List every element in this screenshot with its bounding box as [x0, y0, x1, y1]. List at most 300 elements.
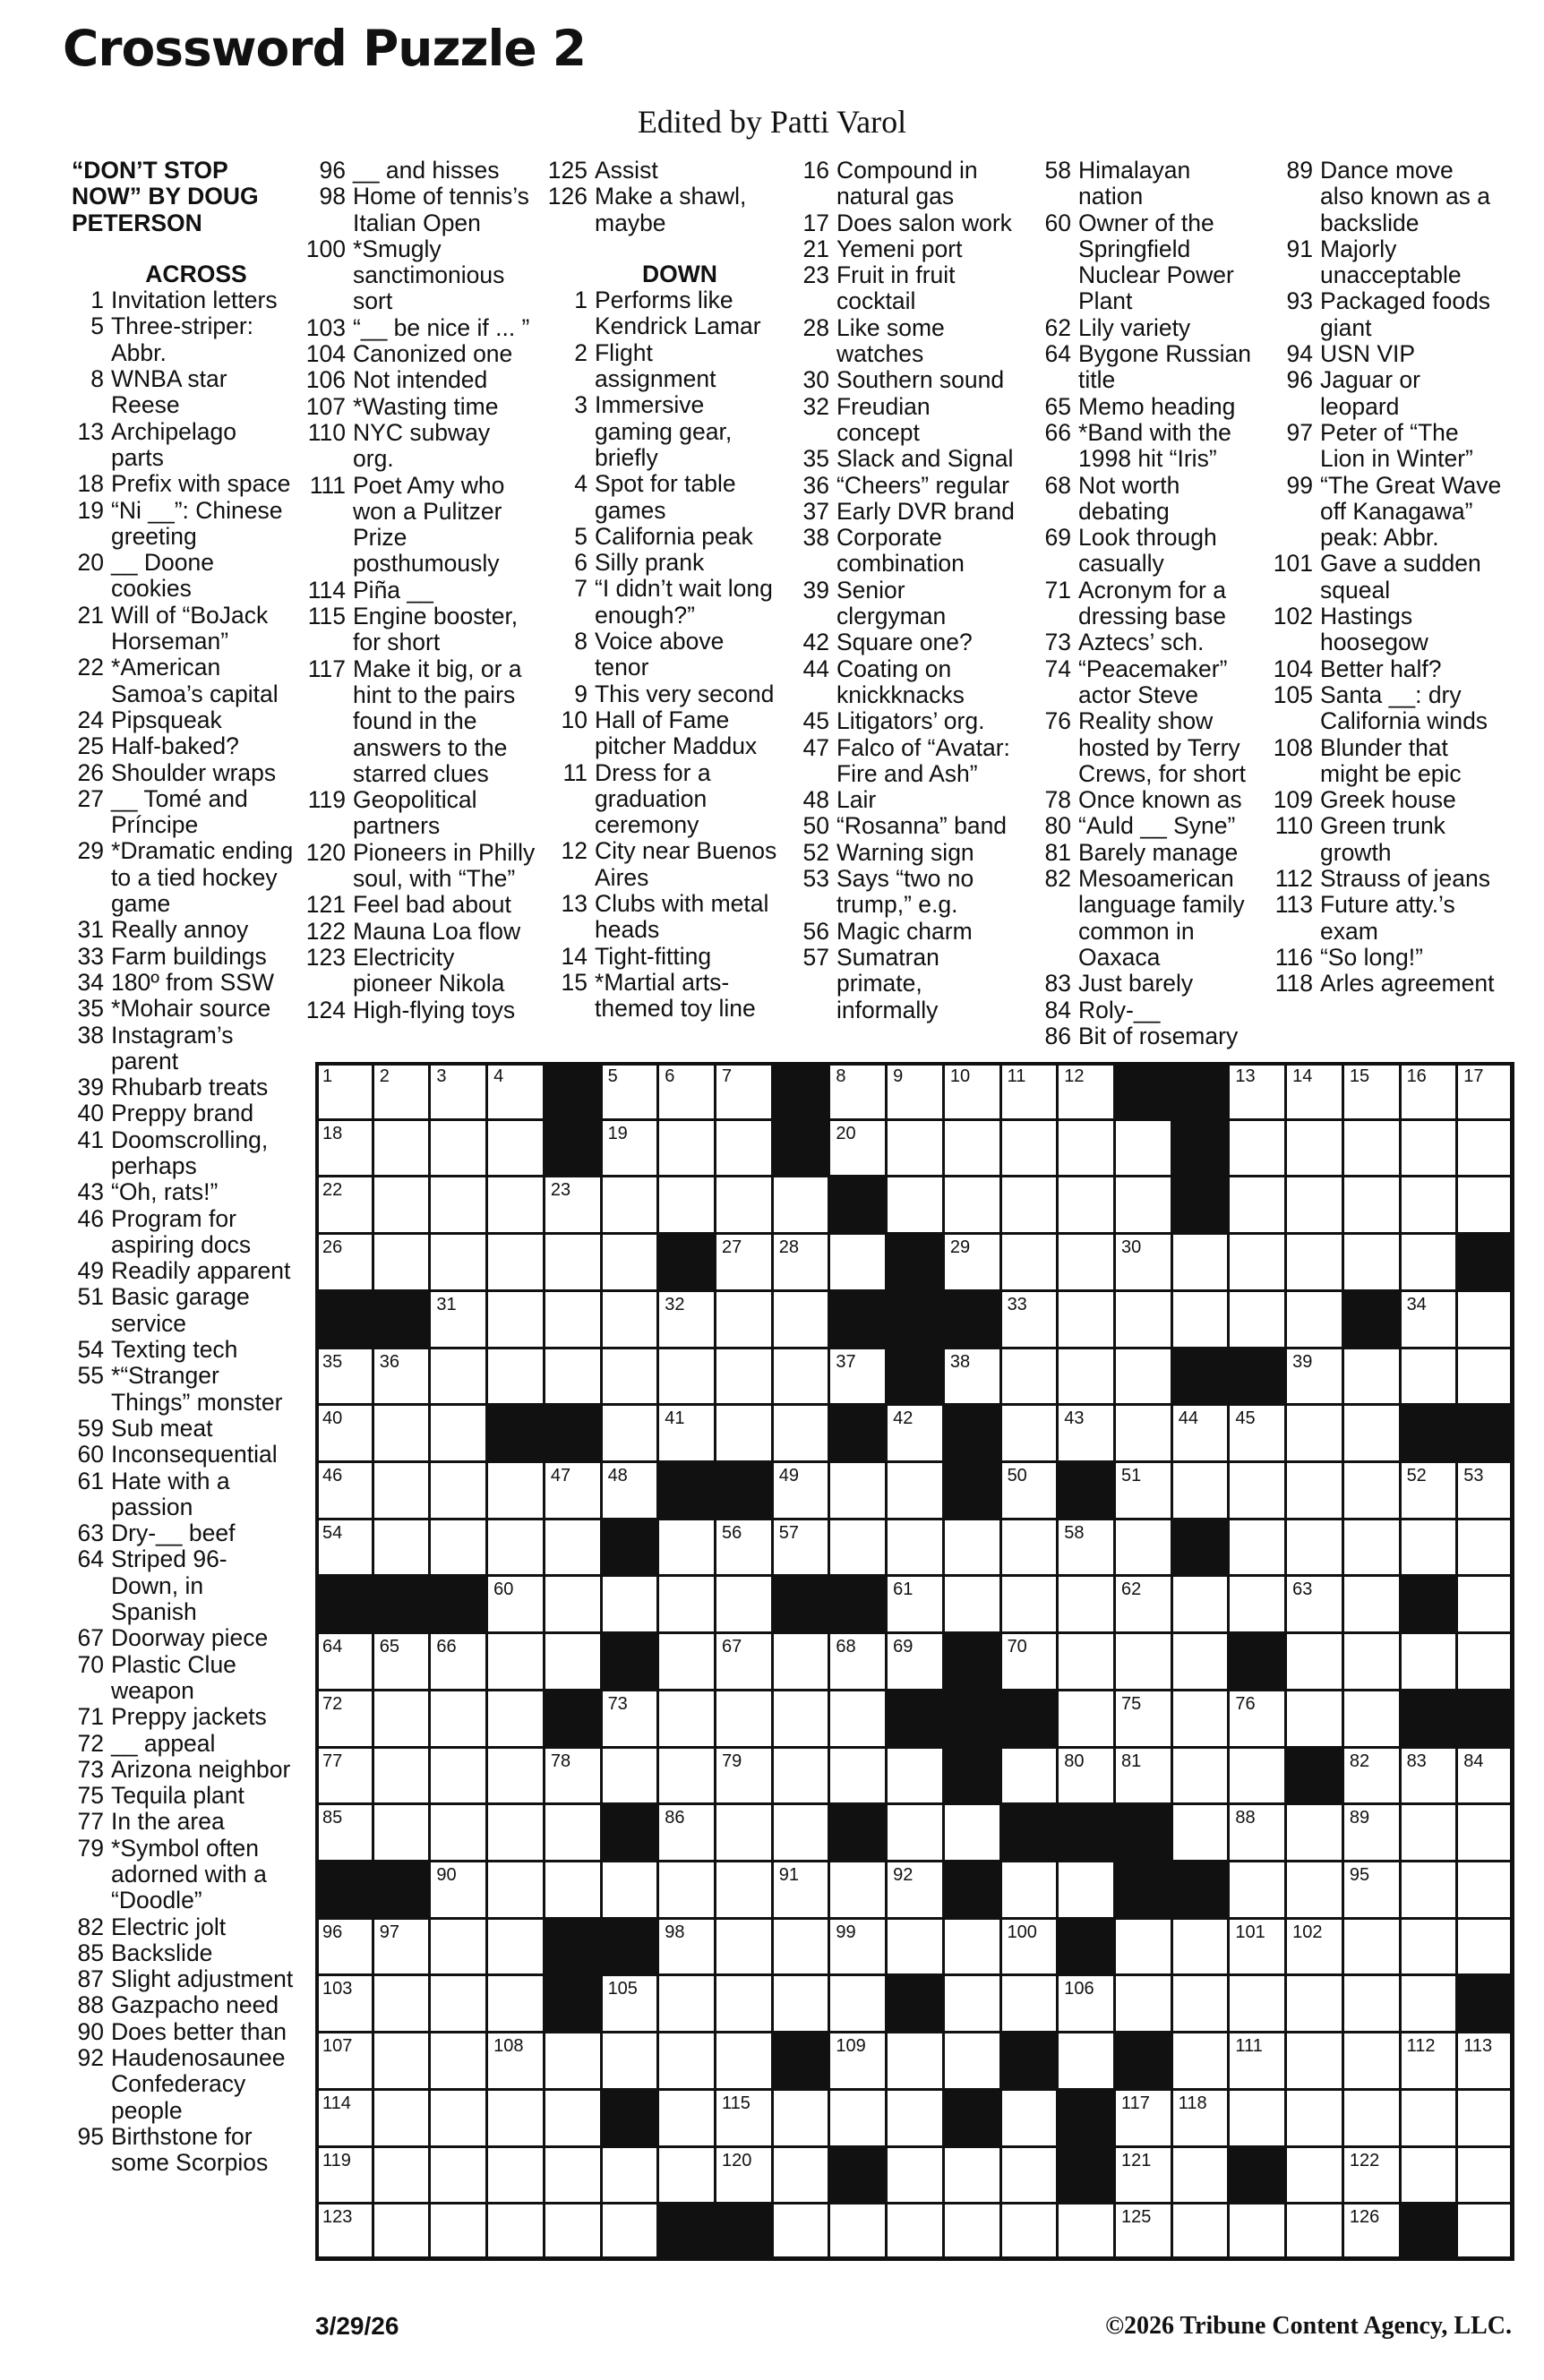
- grid-cell[interactable]: [772, 1803, 830, 1862]
- grid-cell[interactable]: [486, 1974, 545, 2033]
- grid-cell[interactable]: [886, 1747, 944, 1805]
- grid-cell[interactable]: [315, 2032, 373, 2090]
- grid-cell[interactable]: [1285, 1918, 1343, 1976]
- grid-cell[interactable]: [601, 2146, 659, 2204]
- grid-cell[interactable]: [1171, 1974, 1230, 2033]
- grid-cell[interactable]: [886, 1062, 944, 1120]
- grid-cell[interactable]: [657, 1747, 716, 1805]
- grid-cell[interactable]: [772, 2146, 830, 2204]
- grid-cell[interactable]: [601, 1404, 659, 1462]
- grid-cell[interactable]: [373, 1747, 431, 1805]
- grid-cell[interactable]: [772, 1404, 830, 1462]
- grid-cell[interactable]: [943, 1974, 1001, 2033]
- grid-cell[interactable]: [1228, 1974, 1286, 2033]
- grid-cell[interactable]: [1285, 1519, 1343, 1577]
- grid-cell[interactable]: [1285, 1461, 1343, 1520]
- grid-cell[interactable]: [486, 2089, 545, 2147]
- grid-cell[interactable]: [886, 2203, 944, 2261]
- grid-cell[interactable]: [429, 1176, 487, 1234]
- grid-cell[interactable]: [1057, 1119, 1115, 1177]
- grid-cell[interactable]: [1285, 2146, 1343, 2204]
- grid-cell[interactable]: [715, 1233, 773, 1291]
- grid-cell[interactable]: [943, 1062, 1001, 1120]
- grid-cell[interactable]: [1285, 2032, 1343, 2090]
- grid-cell[interactable]: [1285, 1690, 1343, 1748]
- grid-cell[interactable]: [1228, 1918, 1286, 1976]
- grid-cell[interactable]: [429, 1861, 487, 1919]
- grid-cell[interactable]: [373, 1062, 431, 1120]
- grid-cell[interactable]: [544, 1519, 602, 1577]
- grid-cell[interactable]: [315, 2146, 373, 2204]
- grid-cell[interactable]: [373, 1404, 431, 1462]
- grid-cell[interactable]: [715, 1404, 773, 1462]
- grid-cell[interactable]: [715, 1632, 773, 1691]
- grid-cell[interactable]: [373, 1632, 431, 1691]
- grid-cell[interactable]: [601, 1974, 659, 2033]
- grid-cell[interactable]: [429, 1233, 487, 1291]
- grid-cell[interactable]: [544, 1803, 602, 1862]
- grid-cell[interactable]: [1342, 1461, 1401, 1520]
- grid-cell[interactable]: [772, 1290, 830, 1348]
- grid-cell[interactable]: [715, 1176, 773, 1234]
- grid-cell[interactable]: [601, 1176, 659, 1234]
- grid-cell[interactable]: [772, 1974, 830, 2033]
- grid-cell[interactable]: [1285, 1119, 1343, 1177]
- grid-cell[interactable]: [429, 1519, 487, 1577]
- grid-cell[interactable]: [544, 1348, 602, 1406]
- grid-cell[interactable]: [486, 2203, 545, 2261]
- grid-cell[interactable]: [544, 2203, 602, 2261]
- grid-cell[interactable]: [1000, 1974, 1059, 2033]
- grid-cell[interactable]: [1228, 1233, 1286, 1291]
- grid-cell[interactable]: [1400, 1803, 1458, 1862]
- grid-cell[interactable]: [1456, 1747, 1514, 1805]
- grid-cell[interactable]: [601, 1861, 659, 1919]
- grid-cell[interactable]: [1171, 1690, 1230, 1748]
- grid-cell[interactable]: [657, 1575, 716, 1633]
- grid-cell[interactable]: [1285, 1575, 1343, 1633]
- grid-cell[interactable]: [715, 2146, 773, 2204]
- grid-cell[interactable]: [657, 1690, 716, 1748]
- grid-cell[interactable]: [715, 1575, 773, 1633]
- grid-cell[interactable]: [1400, 1062, 1458, 1120]
- grid-cell[interactable]: [715, 1918, 773, 1976]
- grid-cell[interactable]: [544, 1461, 602, 1520]
- grid-cell[interactable]: [1228, 1404, 1286, 1462]
- grid-cell[interactable]: [1171, 1575, 1230, 1633]
- grid-cell[interactable]: [429, 1803, 487, 1862]
- grid-cell[interactable]: [1228, 2203, 1286, 2261]
- grid-cell[interactable]: [486, 2032, 545, 2090]
- grid-cell[interactable]: [1000, 1062, 1059, 1120]
- grid-cell[interactable]: [1114, 1747, 1172, 1805]
- grid-cell[interactable]: [657, 2146, 716, 2204]
- grid-cell[interactable]: [1342, 1176, 1401, 1234]
- grid-cell[interactable]: [1342, 1348, 1401, 1406]
- grid-cell[interactable]: [886, 1632, 944, 1691]
- grid-cell[interactable]: [715, 1861, 773, 1919]
- grid-cell[interactable]: [1342, 1974, 1401, 2033]
- grid-cell[interactable]: [1400, 1918, 1458, 1976]
- grid-cell[interactable]: [1400, 1348, 1458, 1406]
- grid-cell[interactable]: [1000, 1290, 1059, 1348]
- grid-cell[interactable]: [886, 1803, 944, 1862]
- grid-cell[interactable]: [1171, 1747, 1230, 1805]
- grid-cell[interactable]: [1285, 1632, 1343, 1691]
- grid-cell[interactable]: [657, 2032, 716, 2090]
- grid-cell[interactable]: [1171, 2203, 1230, 2261]
- grid-cell[interactable]: [1171, 1803, 1230, 1862]
- grid-cell[interactable]: [486, 2146, 545, 2204]
- grid-cell[interactable]: [1228, 1690, 1286, 1748]
- grid-cell[interactable]: [1000, 1348, 1059, 1406]
- grid-cell[interactable]: [715, 1974, 773, 2033]
- grid-cell[interactable]: [943, 1176, 1001, 1234]
- grid-cell[interactable]: [1228, 1290, 1286, 1348]
- grid-cell[interactable]: [772, 2203, 830, 2261]
- grid-cell[interactable]: [601, 1575, 659, 1633]
- grid-cell[interactable]: [1114, 1918, 1172, 1976]
- grid-cell[interactable]: [715, 1803, 773, 1862]
- grid-cell[interactable]: [1057, 1690, 1115, 1748]
- grid-cell[interactable]: [1456, 1348, 1514, 1406]
- grid-cell[interactable]: [315, 1974, 373, 2033]
- grid-cell[interactable]: [1114, 1404, 1172, 1462]
- grid-cell[interactable]: [1456, 1632, 1514, 1691]
- grid-cell[interactable]: [943, 1233, 1001, 1291]
- grid-cell[interactable]: [828, 1918, 887, 1976]
- grid-cell[interactable]: [601, 1233, 659, 1291]
- grid-cell[interactable]: [429, 1348, 487, 1406]
- grid-cell[interactable]: [1285, 1861, 1343, 1919]
- grid-cell[interactable]: [1400, 1632, 1458, 1691]
- grid-cell[interactable]: [1171, 1461, 1230, 1520]
- grid-cell[interactable]: [1456, 2146, 1514, 2204]
- grid-cell[interactable]: [657, 1632, 716, 1691]
- grid-cell[interactable]: [601, 1348, 659, 1406]
- grid-cell[interactable]: [1228, 1176, 1286, 1234]
- grid-cell[interactable]: [429, 1290, 487, 1348]
- grid-cell[interactable]: [429, 1404, 487, 1462]
- grid-cell[interactable]: [544, 1632, 602, 1691]
- grid-cell[interactable]: [373, 2146, 431, 2204]
- grid-cell[interactable]: [1400, 1861, 1458, 1919]
- grid-cell[interactable]: [1000, 2203, 1059, 2261]
- grid-cell[interactable]: [1000, 1632, 1059, 1691]
- grid-cell[interactable]: [1400, 1119, 1458, 1177]
- grid-cell[interactable]: [544, 1176, 602, 1234]
- grid-cell[interactable]: [657, 1861, 716, 1919]
- grid-cell[interactable]: [1057, 1974, 1115, 2033]
- grid-cell[interactable]: [1114, 2089, 1172, 2147]
- grid-cell[interactable]: [1285, 1290, 1343, 1348]
- grid-cell[interactable]: [828, 2032, 887, 2090]
- grid-cell[interactable]: [657, 2089, 716, 2147]
- grid-cell[interactable]: [886, 2089, 944, 2147]
- grid-cell[interactable]: [1000, 1861, 1059, 1919]
- grid-cell[interactable]: [1342, 1632, 1401, 1691]
- grid-cell[interactable]: [1456, 1062, 1514, 1120]
- grid-cell[interactable]: [486, 1290, 545, 1348]
- grid-cell[interactable]: [1228, 1119, 1286, 1177]
- grid-cell[interactable]: [1057, 1348, 1115, 1406]
- grid-cell[interactable]: [1342, 1233, 1401, 1291]
- grid-cell[interactable]: [657, 1119, 716, 1177]
- grid-cell[interactable]: [1342, 2032, 1401, 2090]
- grid-cell[interactable]: [1228, 2032, 1286, 2090]
- grid-cell[interactable]: [657, 1803, 716, 1862]
- grid-cell[interactable]: [1000, 1519, 1059, 1577]
- grid-cell[interactable]: [886, 1176, 944, 1234]
- grid-cell[interactable]: [886, 1519, 944, 1577]
- grid-cell[interactable]: [1171, 1632, 1230, 1691]
- grid-cell[interactable]: [1000, 1461, 1059, 1520]
- grid-cell[interactable]: [657, 1348, 716, 1406]
- grid-cell[interactable]: [1456, 2089, 1514, 2147]
- grid-cell[interactable]: [1114, 1119, 1172, 1177]
- grid-cell[interactable]: [1000, 1575, 1059, 1633]
- grid-cell[interactable]: [828, 1461, 887, 1520]
- grid-cell[interactable]: [1171, 2032, 1230, 2090]
- grid-cell[interactable]: [1456, 1119, 1514, 1177]
- grid-cell[interactable]: [1456, 2032, 1514, 2090]
- grid-cell[interactable]: [828, 1062, 887, 1120]
- grid-cell[interactable]: [315, 1233, 373, 1291]
- grid-cell[interactable]: [1114, 2146, 1172, 2204]
- grid-cell[interactable]: [828, 1519, 887, 1577]
- grid-cell[interactable]: [1342, 1062, 1401, 1120]
- grid-cell[interactable]: [772, 1176, 830, 1234]
- grid-cell[interactable]: [1000, 1176, 1059, 1234]
- grid-cell[interactable]: [1456, 1575, 1514, 1633]
- grid-cell[interactable]: [715, 2032, 773, 2090]
- grid-cell[interactable]: [715, 1690, 773, 1748]
- grid-cell[interactable]: [544, 2089, 602, 2147]
- grid-cell[interactable]: [1114, 1461, 1172, 1520]
- grid-cell[interactable]: [1228, 1575, 1286, 1633]
- grid-cell[interactable]: [943, 2146, 1001, 2204]
- grid-cell[interactable]: [1114, 2203, 1172, 2261]
- grid-cell[interactable]: [373, 2089, 431, 2147]
- grid-cell[interactable]: [1342, 1575, 1401, 1633]
- grid-cell[interactable]: [715, 1062, 773, 1120]
- grid-cell[interactable]: [486, 1348, 545, 1406]
- grid-cell[interactable]: [1114, 1348, 1172, 1406]
- grid-cell[interactable]: [828, 2203, 887, 2261]
- grid-cell[interactable]: [373, 1348, 431, 1406]
- grid-cell[interactable]: [1171, 2146, 1230, 2204]
- grid-cell[interactable]: [1057, 1861, 1115, 1919]
- grid-cell[interactable]: [486, 1918, 545, 1976]
- grid-cell[interactable]: [1171, 2089, 1230, 2147]
- grid-cell[interactable]: [1057, 1404, 1115, 1462]
- grid-cell[interactable]: [601, 1062, 659, 1120]
- grid-cell[interactable]: [828, 2089, 887, 2147]
- grid-cell[interactable]: [772, 1632, 830, 1691]
- grid-cell[interactable]: [486, 1803, 545, 1862]
- grid-cell[interactable]: [1400, 2146, 1458, 2204]
- grid-cell[interactable]: [315, 1747, 373, 1805]
- grid-cell[interactable]: [772, 1690, 830, 1748]
- grid-cell[interactable]: [943, 2203, 1001, 2261]
- grid-cell[interactable]: [373, 1233, 431, 1291]
- grid-cell[interactable]: [828, 1747, 887, 1805]
- grid-cell[interactable]: [486, 1632, 545, 1691]
- grid-cell[interactable]: [373, 1918, 431, 1976]
- grid-cell[interactable]: [715, 1119, 773, 1177]
- grid-cell[interactable]: [486, 1062, 545, 1120]
- grid-cell[interactable]: [1114, 1575, 1172, 1633]
- grid-cell[interactable]: [1342, 1803, 1401, 1862]
- grid-cell[interactable]: [544, 1575, 602, 1633]
- grid-cell[interactable]: [1285, 1176, 1343, 1234]
- grid-cell[interactable]: [943, 1918, 1001, 1976]
- grid-cell[interactable]: [1114, 1632, 1172, 1691]
- grid-cell[interactable]: [315, 1348, 373, 1406]
- grid-cell[interactable]: [1228, 1062, 1286, 1120]
- grid-cell[interactable]: [315, 1519, 373, 1577]
- grid-cell[interactable]: [1057, 1632, 1115, 1691]
- grid-cell[interactable]: [429, 1974, 487, 2033]
- grid-cell[interactable]: [943, 2032, 1001, 2090]
- grid-cell[interactable]: [486, 1233, 545, 1291]
- grid-cell[interactable]: [315, 1176, 373, 1234]
- grid-cell[interactable]: [1342, 2089, 1401, 2147]
- grid-cell[interactable]: [715, 1348, 773, 1406]
- grid-cell[interactable]: [1285, 1974, 1343, 2033]
- grid-cell[interactable]: [1228, 1461, 1286, 1520]
- grid-cell[interactable]: [601, 1119, 659, 1177]
- grid-cell[interactable]: [429, 1119, 487, 1177]
- grid-cell[interactable]: [1171, 1404, 1230, 1462]
- grid-cell[interactable]: [1057, 2203, 1115, 2261]
- grid-cell[interactable]: [373, 1803, 431, 1862]
- grid-cell[interactable]: [544, 2146, 602, 2204]
- grid-cell[interactable]: [772, 2089, 830, 2147]
- grid-cell[interactable]: [315, 1803, 373, 1862]
- grid-cell[interactable]: [772, 1461, 830, 1520]
- grid-cell[interactable]: [886, 1461, 944, 1520]
- grid-cell[interactable]: [1057, 1290, 1115, 1348]
- grid-cell[interactable]: [486, 1861, 545, 1919]
- grid-cell[interactable]: [943, 1348, 1001, 1406]
- grid-cell[interactable]: [1342, 1119, 1401, 1177]
- grid-cell[interactable]: [1456, 1861, 1514, 1919]
- grid-cell[interactable]: [1400, 1747, 1458, 1805]
- grid-cell[interactable]: [772, 1918, 830, 1976]
- grid-cell[interactable]: [657, 1974, 716, 2033]
- grid-cell[interactable]: [1057, 1062, 1115, 1120]
- grid-cell[interactable]: [486, 1575, 545, 1633]
- grid-cell[interactable]: [657, 1918, 716, 1976]
- grid-cell[interactable]: [772, 1348, 830, 1406]
- grid-cell[interactable]: [886, 1918, 944, 1976]
- grid-cell[interactable]: [544, 1861, 602, 1919]
- grid-cell[interactable]: [315, 1918, 373, 1976]
- grid-cell[interactable]: [886, 1861, 944, 1919]
- grid-cell[interactable]: [886, 2146, 944, 2204]
- grid-cell[interactable]: [1228, 2089, 1286, 2147]
- grid-cell[interactable]: [1057, 1519, 1115, 1577]
- grid-cell[interactable]: [1171, 1290, 1230, 1348]
- grid-cell[interactable]: [544, 2032, 602, 2090]
- grid-cell[interactable]: [315, 1632, 373, 1691]
- grid-cell[interactable]: [486, 1176, 545, 1234]
- grid-cell[interactable]: [943, 1803, 1001, 1862]
- grid-cell[interactable]: [943, 1519, 1001, 1577]
- grid-cell[interactable]: [1342, 1519, 1401, 1577]
- grid-cell[interactable]: [828, 1690, 887, 1748]
- grid-cell[interactable]: [373, 1461, 431, 1520]
- grid-cell[interactable]: [1400, 2032, 1458, 2090]
- grid-cell[interactable]: [1342, 2146, 1401, 2204]
- grid-cell[interactable]: [1456, 1290, 1514, 1348]
- grid-cell[interactable]: [1114, 1176, 1172, 1234]
- grid-cell[interactable]: [1456, 1461, 1514, 1520]
- grid-cell[interactable]: [601, 1461, 659, 1520]
- grid-cell[interactable]: [373, 1974, 431, 2033]
- grid-cell[interactable]: [373, 2032, 431, 2090]
- grid-cell[interactable]: [828, 1632, 887, 1691]
- grid-cell[interactable]: [315, 1119, 373, 1177]
- grid-cell[interactable]: [715, 1290, 773, 1348]
- grid-cell[interactable]: [1228, 1861, 1286, 1919]
- grid-cell[interactable]: [886, 1575, 944, 1633]
- grid-cell[interactable]: [544, 1290, 602, 1348]
- grid-cell[interactable]: [1342, 1747, 1401, 1805]
- grid-cell[interactable]: [1456, 1918, 1514, 1976]
- grid-cell[interactable]: [373, 1690, 431, 1748]
- grid-cell[interactable]: [1342, 1861, 1401, 1919]
- grid-cell[interactable]: [1114, 1233, 1172, 1291]
- grid-cell[interactable]: [828, 1974, 887, 2033]
- grid-cell[interactable]: [715, 1747, 773, 1805]
- grid-cell[interactable]: [657, 1519, 716, 1577]
- grid-cell[interactable]: [1057, 1747, 1115, 1805]
- grid-cell[interactable]: [429, 1918, 487, 1976]
- grid-cell[interactable]: [373, 1519, 431, 1577]
- grid-cell[interactable]: [601, 1290, 659, 1348]
- grid-cell[interactable]: [1342, 1404, 1401, 1462]
- grid-cell[interactable]: [315, 1062, 373, 1120]
- grid-cell[interactable]: [886, 1404, 944, 1462]
- grid-cell[interactable]: [315, 2203, 373, 2261]
- grid-cell[interactable]: [1228, 1747, 1286, 1805]
- grid-cell[interactable]: [657, 1290, 716, 1348]
- grid-cell[interactable]: [1000, 2089, 1059, 2147]
- grid-cell[interactable]: [828, 1233, 887, 1291]
- grid-cell[interactable]: [486, 1519, 545, 1577]
- grid-cell[interactable]: [601, 2032, 659, 2090]
- grid-cell[interactable]: [486, 1461, 545, 1520]
- grid-cell[interactable]: [544, 1233, 602, 1291]
- grid-cell[interactable]: [715, 1519, 773, 1577]
- grid-cell[interactable]: [429, 2146, 487, 2204]
- grid-cell[interactable]: [1456, 1519, 1514, 1577]
- grid-cell[interactable]: [1000, 1404, 1059, 1462]
- grid-cell[interactable]: [1400, 1461, 1458, 1520]
- grid-cell[interactable]: [1057, 1575, 1115, 1633]
- grid-cell[interactable]: [315, 1690, 373, 1748]
- grid-cell[interactable]: [1114, 1974, 1172, 2033]
- grid-cell[interactable]: [1285, 1348, 1343, 1406]
- grid-cell[interactable]: [1285, 1062, 1343, 1120]
- grid-cell[interactable]: [429, 1632, 487, 1691]
- grid-cell[interactable]: [601, 1747, 659, 1805]
- grid-cell[interactable]: [1400, 1233, 1458, 1291]
- grid-cell[interactable]: [1228, 1803, 1286, 1862]
- grid-cell[interactable]: [1456, 2203, 1514, 2261]
